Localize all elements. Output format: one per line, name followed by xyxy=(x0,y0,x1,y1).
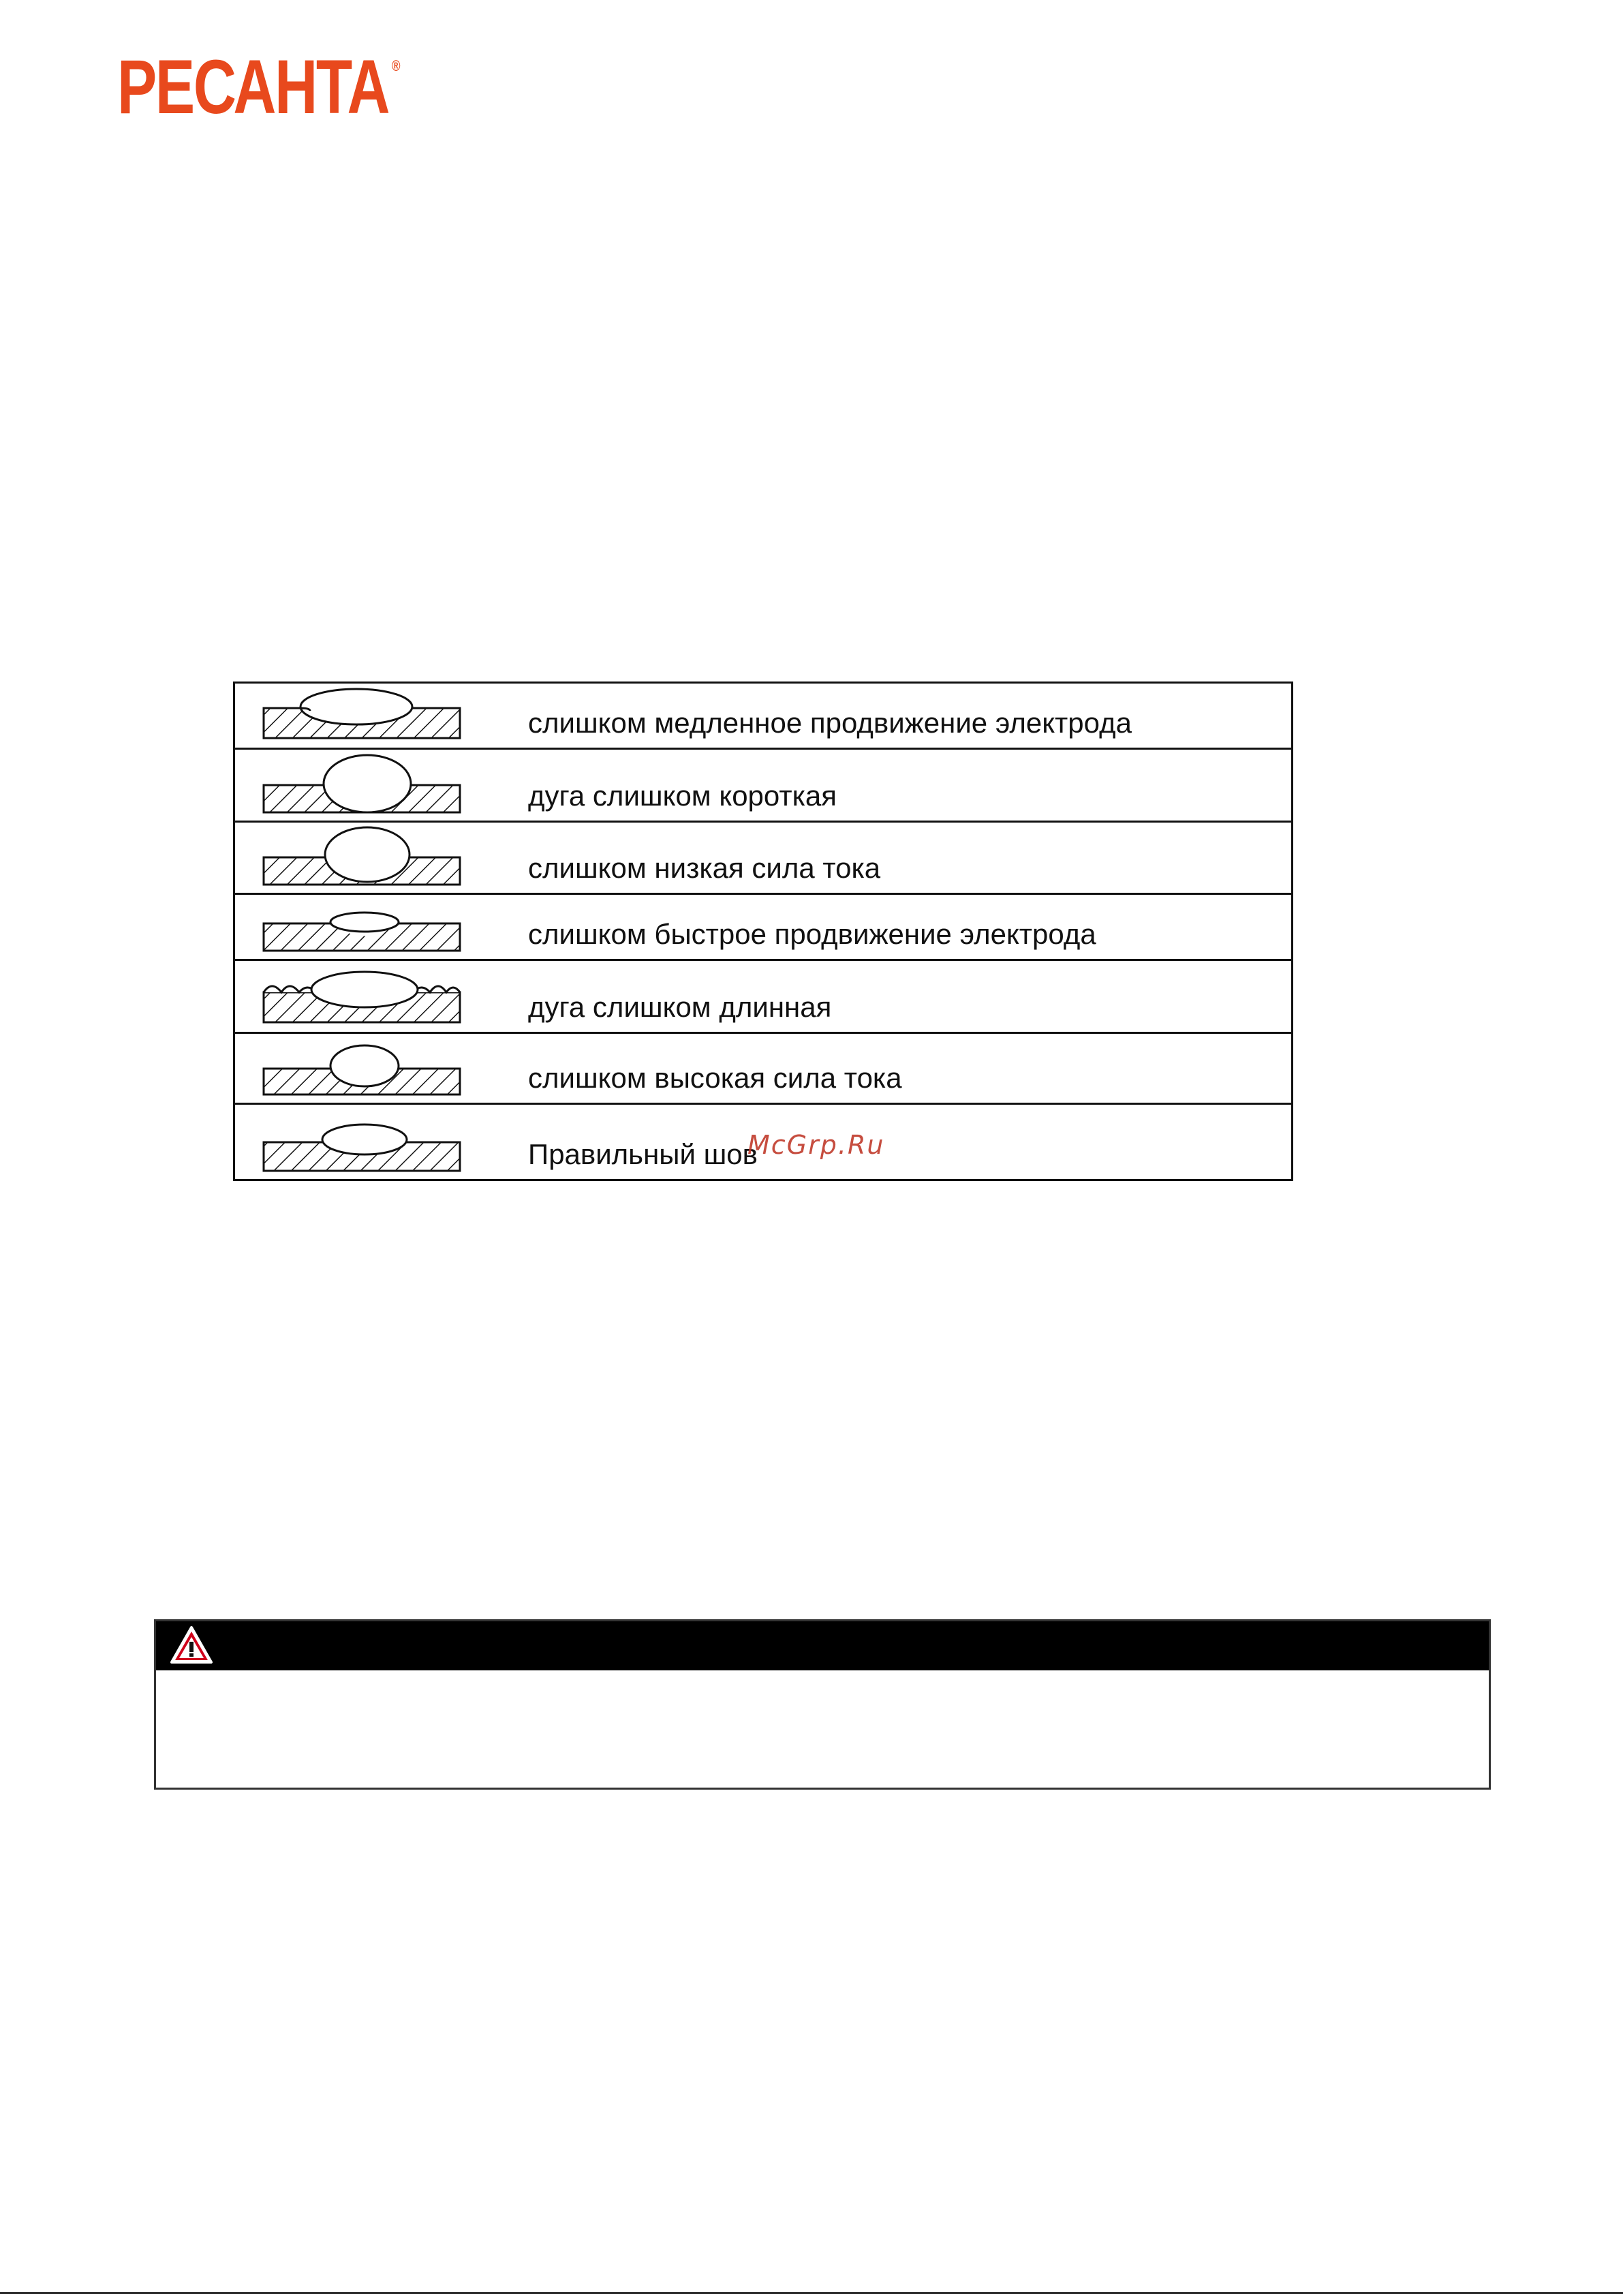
table-row xyxy=(234,822,1293,894)
brand-logo xyxy=(117,44,401,129)
table-row xyxy=(234,749,1293,822)
seam-label: слишком медленное продвижение электрода xyxy=(514,683,1293,749)
table-row xyxy=(234,960,1293,1033)
seam-slow-advance-icon xyxy=(234,683,515,749)
seam-fast-advance-icon xyxy=(234,894,515,960)
footer-rule xyxy=(0,2292,1623,2294)
seam-high-current-icon xyxy=(234,1033,515,1104)
seam-short-arc-icon xyxy=(234,749,515,822)
brand-logo-text: РЕСАНТА xyxy=(117,44,389,129)
seam-label: дуга слишком длинная xyxy=(514,960,1293,1033)
table-row xyxy=(234,683,1293,749)
warning-box xyxy=(154,1619,1491,1790)
seam-long-arc-icon xyxy=(234,960,515,1033)
watermark: McGrp.Ru xyxy=(747,1130,885,1160)
table-row xyxy=(234,894,1293,960)
seam-label: слишком быстрое продвижение электрода xyxy=(514,894,1293,960)
seam-correct-icon xyxy=(234,1104,515,1180)
table-row xyxy=(234,1033,1293,1104)
seam-low-current-icon xyxy=(234,822,515,894)
warning-header xyxy=(156,1621,1489,1670)
seam-label: дуга слишком короткая xyxy=(514,749,1293,822)
seam-label: слишком низкая сила тока xyxy=(514,822,1293,894)
warning-triangle-icon xyxy=(170,1625,213,1665)
weld-seam-table xyxy=(233,682,1293,1181)
registered-mark: ® xyxy=(391,57,401,74)
seam-label: слишком высокая сила тока xyxy=(514,1033,1293,1104)
seam-label: Правильный шов xyxy=(514,1104,1293,1180)
